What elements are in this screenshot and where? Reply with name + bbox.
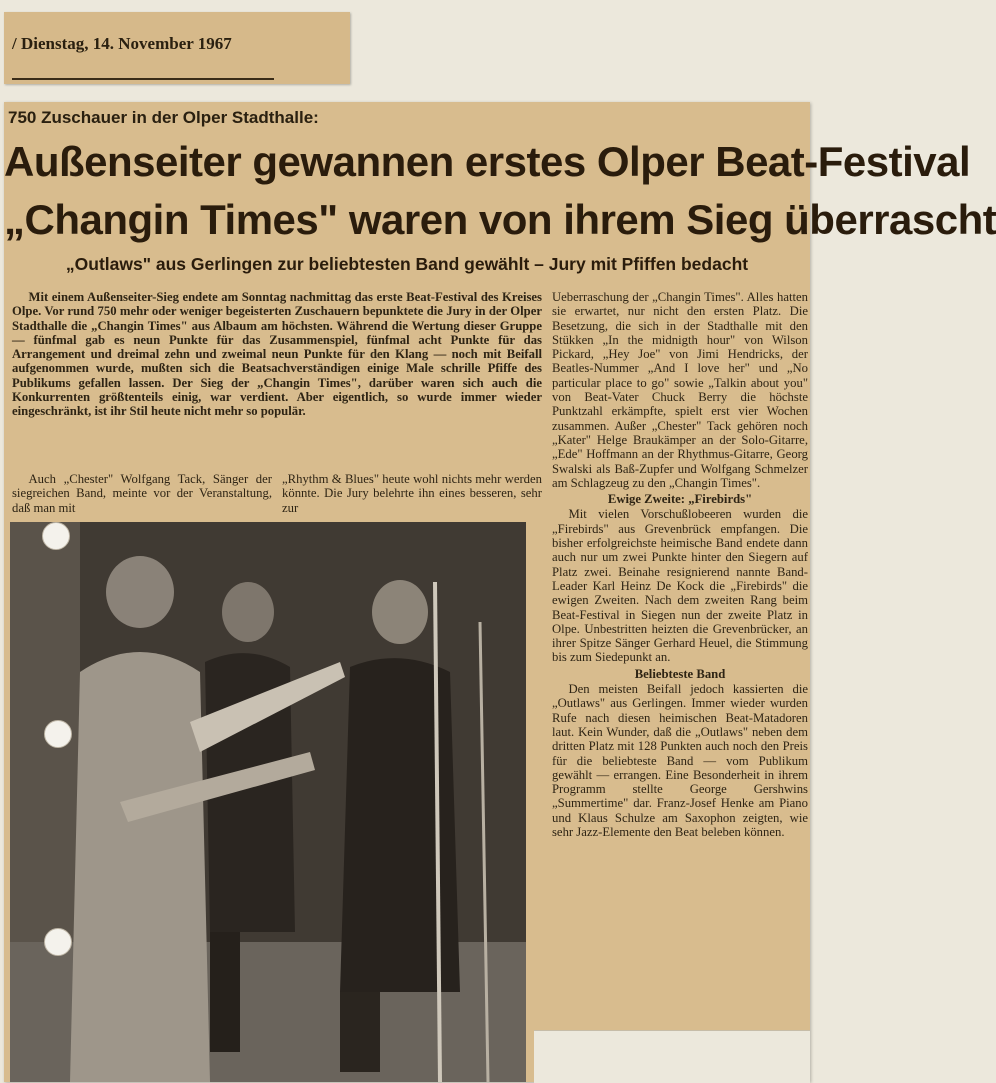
date-clipping [4,12,350,84]
headline-line-2: „Changin Times" waren von ihrem Sieg überrascht [4,196,996,243]
band-photo-illustration [10,522,526,1082]
date-underline [12,78,274,80]
article-clipping [4,102,996,1082]
headline-line-1: Außenseiter gewannen erstes Olper Beat-Festival [4,138,971,185]
lead-paragraph: Mit einem Außenseiter-Sieg endete am Sonntag nachmittag das erste Beat-Festival des Kreises Olpe. Vor rund 750 mehr oder weniger begeisterten Zuschauern bepunktete die Jury in der Olper Stadthalle die „Changin Times" aus Albaum am höchsten. Während die Wertung dieser Gruppe — fünfmal gab es neun Punkte für das Zusammenspiel, fünfmal acht Punkte für das Arrangement und dreimal zehn und zweimal neun Punkte für den Klang — noch mit Beifall aufgenommen wurde, mußten sich die Beatsachverständigen einige Male schrille Pfiffe des Publikums gefallen lassen. Der Sieg der „Changin Times", darüber waren sich auch die Konkurrenten größtenteils einig, war verdient. Aber eigentlich, so wurde immer wieder eingeschränkt, ist ihr Stil heute nicht mehr so populär. [12,290,542,419]
right-paragraph-3: Den meisten Beifall jedoch kassierten die „Outlaws" aus Gerlingen. Immer wieder wurden Rufe nach diesen heimischen Beat-Matadoren laut. Kein Wunder, daß die „Outlaws" neben dem dritten Platz mit 128 Punkten auch noch den Preis für die beliebteste Band — vom Publikum gewählt — errangen. Eine Besonderheit in ihrem Programm stellte George Gershwins „Summertime" dar. Franz-Josef Henke am Piano und Klaus Schulze am Saxophon zeigten, wie sehr Jazz-Elemente den Beat beleben können. [552,682,808,839]
lead-paragraph-block [12,290,542,419]
paper-backing [534,1030,810,1083]
punch-hole-bottom [44,928,72,956]
subheading-beliebteste-band: Beliebteste Band [634,666,726,681]
publication-date: / Dienstag, 14. November 1967 [12,34,232,53]
subheading-firebirds: Ewige Zweite: „Firebirds" [607,492,753,507]
right-paragraph-2: Mit vielen Vorschußlobeeren wurden die „Firebirds" aus Grevenbrück empfangen. Die bisher erfolgreichste heimische Band endete dann auch nur um zwei Punkte hinter den Siegern auf Platz zwei. Beinahe resignierend nannte Band-Leader Karl Heinz De Kock die „Firebirds" die ewigen Zweiten. Nach dem zweiten Rang beim Beat-Festival in Siegen nun der zweite Platz in Olpe. Unbestritten heizten die Grevenbrücker, an ihrer Spitze Sänger Gerhard Heuel, die Stimmung bis zum Siedepunkt an. [552,507,808,665]
band-photo [10,522,526,1082]
punch-hole-top [42,522,70,550]
article-kicker: 750 Zuschauer in der Olper Stadthalle: [8,108,319,127]
body-paragraph-col2: „Rhythm & Blues" heute wohl nichts mehr werden könnte. Die Jury belehrte ihn eines besseren, sehr zur [282,472,542,515]
subheadline: „Outlaws" aus Gerlingen zur beliebtesten Band gewählt – Jury mit Pfiffen bedacht [65,254,749,274]
body-column-2 [282,472,542,515]
punch-hole-middle [44,720,72,748]
body-paragraph-col1: Auch „Chester" Wolfgang Tack, Sänger der siegreichen Band, meinte vor der Veranstaltung, daß man mit [12,472,272,515]
body-column-right [552,290,808,839]
body-column-1 [12,472,272,515]
right-paragraph-1: Ueberraschung der „Changin Times". Alles hatten sie erwartet, nur nicht den ersten Platz. Die Besetzung, die sich in der Stadthalle mit den Stükken „In the midnigth hour" von Wilson Pickard, „Hey Joe" von Jimi Hendricks, der Beatles-Nummer „And I love her" und „No particular place to go" sowie „Talkin about you" von Beat-Vater Chuck Berry die höchste Punktzahl erkämpfte, spielt erst vier Wochen zusammen. Außer „Chester" Tack gehören noch „Kater" Helge Braukämper an der Solo-Gitarre, „Ede" Hoffmann an der Rhythmus-Gitarre, Georg Swalski als Baß-Zupfer und Wolfgang Schmelzer am Schlagzeug zu den „Changin Times". [552,290,808,490]
